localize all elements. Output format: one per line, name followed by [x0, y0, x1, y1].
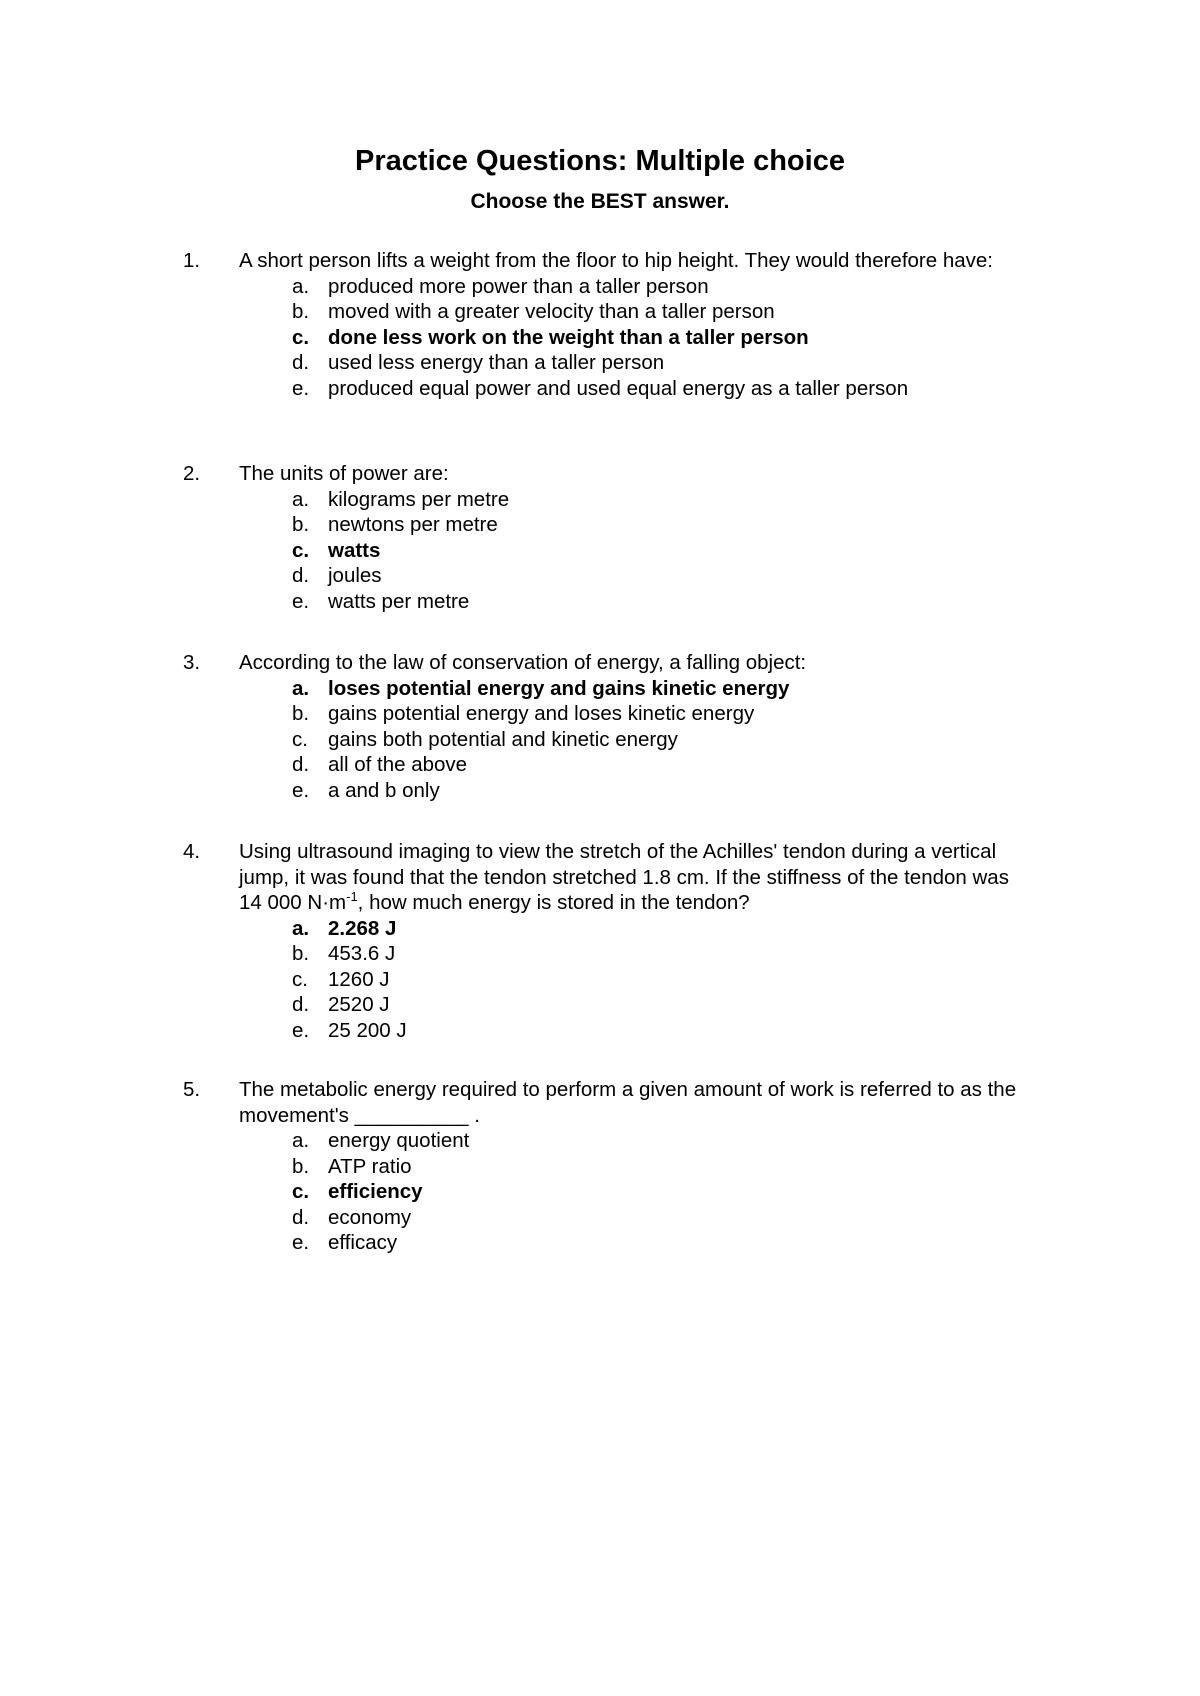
option	[292, 992, 1200, 1018]
option	[292, 325, 1200, 351]
option-list	[292, 916, 1200, 1044]
option-text: kilograms per metre	[328, 487, 510, 511]
option-text: loses potential energy and gains kinetic energy	[328, 676, 790, 700]
option	[292, 701, 1200, 727]
option	[292, 778, 1200, 804]
option-letter: b.	[292, 1154, 310, 1178]
question-number: 4.	[183, 840, 201, 863]
option	[292, 1205, 1200, 1231]
option	[292, 563, 1200, 589]
option-text: used less energy than a taller person	[328, 351, 665, 374]
question-text-main: Using ultrasound imaging to view the stretch of the Achilles' tendon during a vertical jump, it was found that the tendon stretched 1.8 cm. If the stiffness of the tendon was 14 000 N·m	[239, 840, 1009, 914]
page-title: Practice Questions: Multiple choice	[355, 145, 845, 177]
option-text: 25 200 J	[328, 1018, 407, 1042]
option-letter: d.	[292, 564, 310, 587]
option	[292, 376, 1200, 402]
option-letter: a.	[292, 916, 310, 940]
page-subtitle: Choose the BEST answer.	[470, 190, 730, 213]
option	[292, 916, 1200, 942]
option	[292, 727, 1200, 753]
option	[292, 1128, 1200, 1154]
option	[292, 967, 1200, 993]
option-letter: d.	[292, 993, 310, 1016]
option-letter: c.	[292, 325, 310, 349]
question-text: According to the law of conservation of energy, a falling object:	[239, 651, 807, 674]
option-list	[292, 676, 1200, 804]
option-letter: b.	[292, 942, 310, 965]
option	[292, 1230, 1200, 1256]
question-text: The metabolic energy required to perform a given amount of work is referred to as the movement's __________ .	[239, 1078, 1017, 1127]
option-text: efficiency	[328, 1180, 423, 1203]
option	[292, 1179, 1200, 1205]
option-text: ATP ratio	[328, 1154, 412, 1178]
option	[292, 676, 1200, 702]
option	[292, 538, 1200, 564]
option-text: done less work on the weight than a taller person	[328, 325, 809, 349]
option-text: all of the above	[328, 753, 468, 776]
option-letter: c.	[292, 967, 308, 991]
option-text: 2520 J	[328, 993, 390, 1016]
option-letter: b.	[292, 702, 310, 725]
option-list	[292, 487, 1200, 615]
option-text: a and b only	[328, 778, 440, 802]
question-5	[0, 1077, 1200, 1256]
option	[292, 274, 1200, 300]
option-letter: d.	[292, 753, 310, 776]
option-text: joules	[328, 564, 382, 587]
option-letter: e.	[292, 589, 310, 613]
option-letter: b.	[292, 300, 310, 323]
option-letter: a.	[292, 1129, 310, 1152]
option-list	[292, 1128, 1200, 1256]
option-text: energy quotient	[328, 1129, 470, 1152]
question-text-tail: , how much energy is stored in the tendon?	[357, 891, 750, 914]
option-letter: c.	[292, 1180, 310, 1203]
option-text: moved with a greater velocity than a taller person	[328, 300, 775, 323]
option-letter: a.	[292, 274, 310, 298]
option-text: 2.268 J	[328, 916, 397, 940]
superscript-exponent: -1	[346, 889, 358, 905]
option-letter: d.	[292, 351, 310, 374]
option	[292, 299, 1200, 325]
question-4	[0, 839, 1200, 1043]
question-number: 5.	[183, 1078, 201, 1101]
option	[292, 589, 1200, 615]
option-text: efficacy	[328, 1231, 398, 1254]
option-text: newtons per metre	[328, 513, 498, 536]
option-letter: e.	[292, 1231, 310, 1254]
option	[292, 512, 1200, 538]
question-text	[239, 839, 1029, 916]
option-text: economy	[328, 1205, 412, 1229]
question-number: 3.	[183, 651, 201, 674]
question-text: The units of power are:	[239, 462, 449, 485]
option-text: 1260 J	[328, 967, 390, 991]
option-letter: a.	[292, 676, 310, 700]
question-number: 1.	[183, 249, 201, 272]
question-1	[0, 248, 1200, 401]
question-number: 2.	[183, 462, 201, 485]
option	[292, 941, 1200, 967]
option-text: produced more power than a taller person	[328, 274, 709, 298]
question-3	[0, 650, 1200, 803]
option-letter: c.	[292, 538, 310, 562]
option	[292, 1018, 1200, 1044]
option-text: gains both potential and kinetic energy	[328, 727, 678, 751]
option-letter: a.	[292, 487, 310, 511]
option	[292, 487, 1200, 513]
option-letter: e.	[292, 1018, 310, 1042]
option-letter: d.	[292, 1205, 310, 1229]
option	[292, 1154, 1200, 1180]
option-letter: c.	[292, 727, 308, 751]
option-letter: b.	[292, 513, 310, 536]
question-2	[0, 461, 1200, 614]
option-list	[292, 274, 1200, 402]
option-letter: e.	[292, 778, 310, 802]
option-text: gains potential energy and loses kinetic energy	[328, 702, 755, 725]
option-text: 453.6 J	[328, 942, 396, 965]
option-text: watts	[328, 538, 381, 562]
option-text: produced equal power and used equal energy as a taller person	[328, 376, 909, 400]
option-letter: e.	[292, 376, 310, 400]
question-text: A short person lifts a weight from the floor to hip height. They would therefore have:	[239, 249, 993, 272]
option	[292, 752, 1200, 778]
option	[292, 350, 1200, 376]
option-text: watts per metre	[328, 589, 470, 613]
